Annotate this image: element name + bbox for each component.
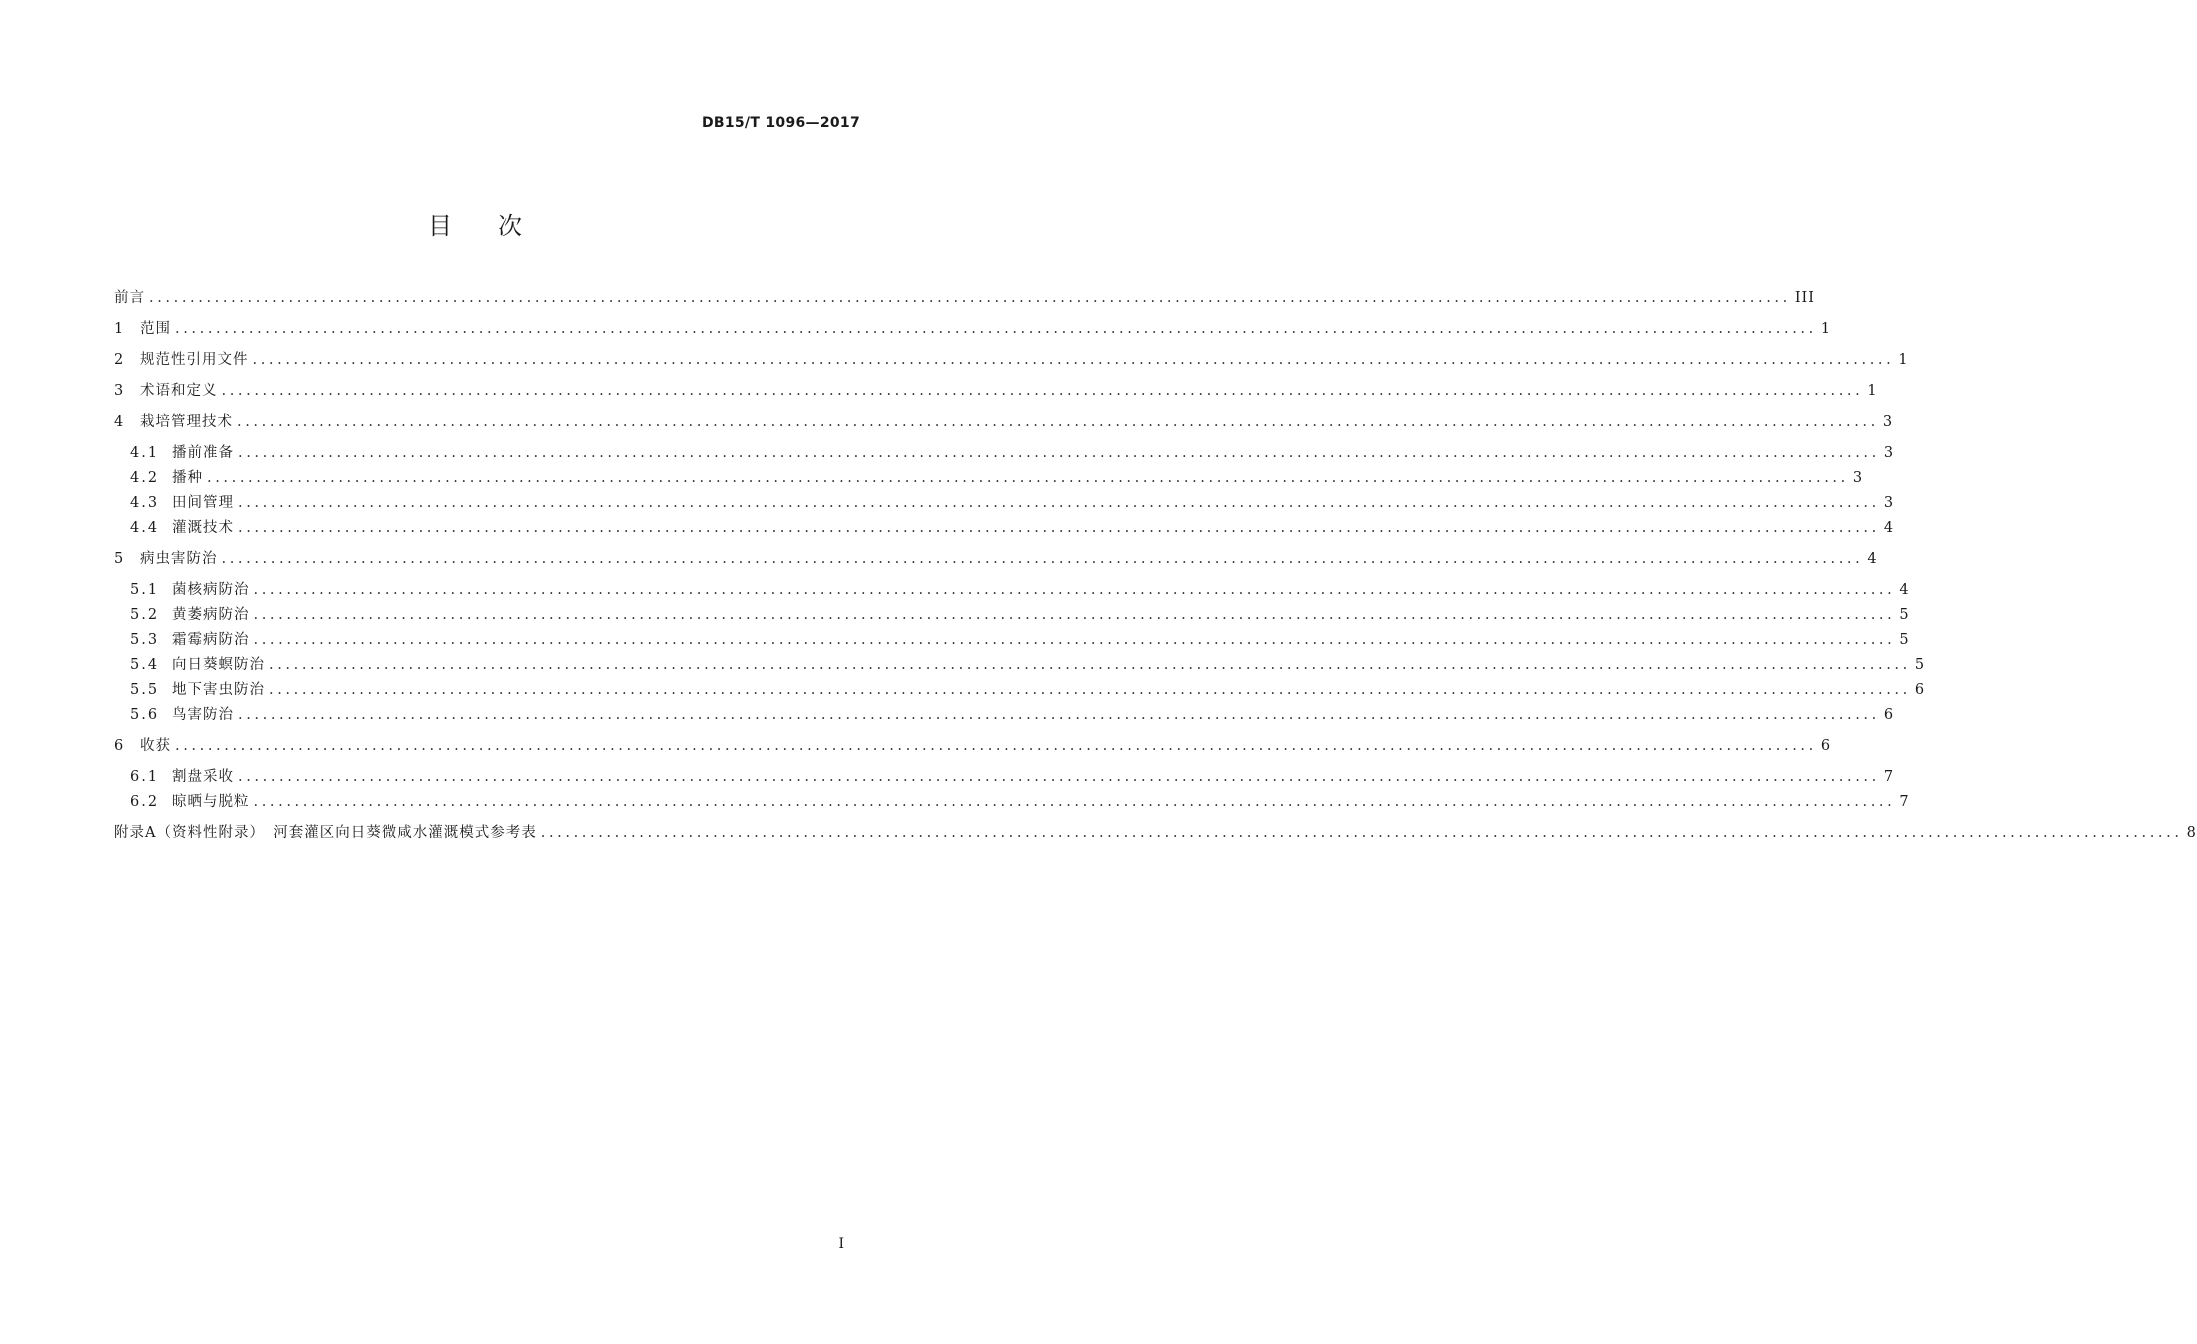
dot-leader: ........................................................................................................................................................................................................ [253,632,1896,648]
toc-entry-page: 4 [1883,520,1895,536]
toc-entry-number: 4.2 [130,470,160,486]
toc-entry[interactable] [114,790,1910,814]
dot-leader: ........................................................................................................................................................................................................ [175,738,1817,754]
toc-entry-page: 1 [1820,321,1832,337]
toc-entry-number: 6.1 [130,769,160,785]
toc-entry-page: 6 [1883,707,1895,723]
toc-entry[interactable] [114,628,1910,652]
toc-entry-number: 4.3 [130,495,160,511]
toc-entry-number: 5.5 [130,682,160,698]
toc-entry-number: 4.1 [130,445,160,461]
dot-leader: ........................................................................................................................................................................................................ [221,551,1864,567]
toc-entry-number: 4.4 [130,520,160,536]
toc-entry-number: 6.2 [130,794,160,810]
toc-entry-page: 5 [1914,657,1926,673]
toc-entry-page: 7 [1899,794,1910,810]
toc-entry[interactable] [114,466,1864,490]
toc-entry-label: 晾晒与脱粒 [172,794,250,810]
dot-leader: ........................................................................................................................................................................................................ [238,520,1880,536]
toc-entry-label: 范围 [140,321,171,337]
toc-entry[interactable] [114,441,1895,465]
toc-entry-page: 3 [1883,445,1895,461]
toc-entry-label: 灌溉技术 [172,520,234,536]
toc-entry-page: 3 [1852,470,1864,486]
toc-entry[interactable] [114,348,1909,372]
dot-leader: ........................................................................................................................................................................................................ [269,657,1911,673]
dot-leader: ........................................................................................................................................................................................................ [238,495,1880,511]
toc-entry-number: 5 [114,551,126,567]
toc-entry-number: 2 [114,352,126,368]
toc-entry-number: 5.4 [130,657,160,673]
toc-entry-label: 霜霉病防治 [172,632,250,648]
toc-entry-page: 5 [1899,607,1910,623]
toc-entry[interactable] [114,765,1895,789]
dot-leader: ........................................................................................................................................................................................................ [207,470,1849,486]
toc-entry[interactable] [114,678,1926,702]
toc-entry[interactable] [114,547,1878,571]
dot-leader: ........................................................................................................................................................................................................ [269,682,1911,698]
dot-leader: ........................................................................................................................................................................................................ [252,352,1895,368]
toc-entry-page: 5 [1899,632,1910,648]
toc-entry[interactable] [114,491,1895,515]
dot-leader: ........................................................................................................................................................................................................ [253,582,1896,598]
dot-leader: ........................................................................................................................................................................................................ [253,794,1896,810]
toc-entry-label: 鸟害防治 [172,707,234,723]
toc-entry-label: 病虫害防治 [140,551,218,567]
toc-entry-number: 5.2 [130,607,160,623]
toc-entry-number: 4 [114,414,126,430]
toc-entry-label: 术语和定义 [140,383,218,399]
toc-entry-label: 割盘采收 [172,769,234,785]
dot-leader: ........................................................................................................................................................................................................ [149,290,1791,306]
document-code: DB15/T 1096—2017 [701,115,860,131]
toc-entry-page: 4 [1899,582,1910,598]
toc-entry[interactable] [114,578,1910,602]
toc-entry[interactable] [114,410,1894,434]
toc-entry-page: 1 [1867,383,1878,399]
toc-entry-label: 播前准备 [172,445,234,461]
toc-entry[interactable] [114,821,2197,845]
toc-entry-label: 地下害虫防治 [172,682,265,698]
toc-entry-label: 栽培管理技术 [140,414,233,430]
toc-entry-number: 5.1 [130,582,160,598]
toc-entry-label: 田间管理 [172,495,234,511]
toc-entry[interactable] [114,516,1895,540]
toc-entry-page: 8 [2186,825,2197,841]
toc-entry-page: 1 [1898,352,1909,368]
toc-entry-number: 1 [114,321,126,337]
toc-entry-page: 3 [1883,495,1895,511]
toc-entry-label: 收获 [140,738,171,754]
toc-entry[interactable] [114,603,1910,627]
dot-leader: ........................................................................................................................................................................................................ [238,707,1880,723]
dot-leader: ........................................................................................................................................................................................................ [540,825,2183,841]
page-title: 目次 [428,212,568,240]
toc-entry[interactable] [114,703,1895,727]
dot-leader: ........................................................................................................................................................................................................ [221,383,1864,399]
toc-entry-page: 3 [1882,414,1894,430]
toc-entry-label: 向日葵螟防治 [172,657,265,673]
toc-entry[interactable] [114,379,1878,403]
toc-entry-page: III [1794,290,1816,306]
toc-entry-label: 前言 [114,290,145,306]
toc-entry-page: 7 [1883,769,1895,785]
dot-leader: ........................................................................................................................................................................................................ [253,607,1896,623]
toc-entry-page: 6 [1820,738,1832,754]
dot-leader: ........................................................................................................................................................................................................ [238,769,1880,785]
toc-entry[interactable] [114,734,1832,758]
toc-entry-label: 附录A（资料性附录） 河套灌区向日葵微咸水灌溉模式参考表 [114,825,537,841]
toc-entry-number: 5.3 [130,632,160,648]
toc-entry[interactable] [114,653,1926,677]
toc-entry[interactable] [114,286,1816,310]
toc-entry-page: 4 [1867,551,1878,567]
toc-entry-page: 6 [1914,682,1926,698]
toc-entry-label: 规范性引用文件 [140,352,249,368]
dot-leader: ........................................................................................................................................................................................................ [175,321,1817,337]
toc-entry-number: 3 [114,383,126,399]
toc-entry-label: 菌核病防治 [172,582,250,598]
dot-leader: ........................................................................................................................................................................................................ [237,414,1879,430]
toc-entry-label: 播种 [172,470,203,486]
toc-entry[interactable] [114,317,1832,341]
toc-entry-number: 5.6 [130,707,160,723]
toc-entry-number: 6 [114,738,126,754]
dot-leader: ........................................................................................................................................................................................................ [238,445,1880,461]
page-number: I [838,1236,844,1252]
toc-entry-label: 黄萎病防治 [172,607,250,623]
